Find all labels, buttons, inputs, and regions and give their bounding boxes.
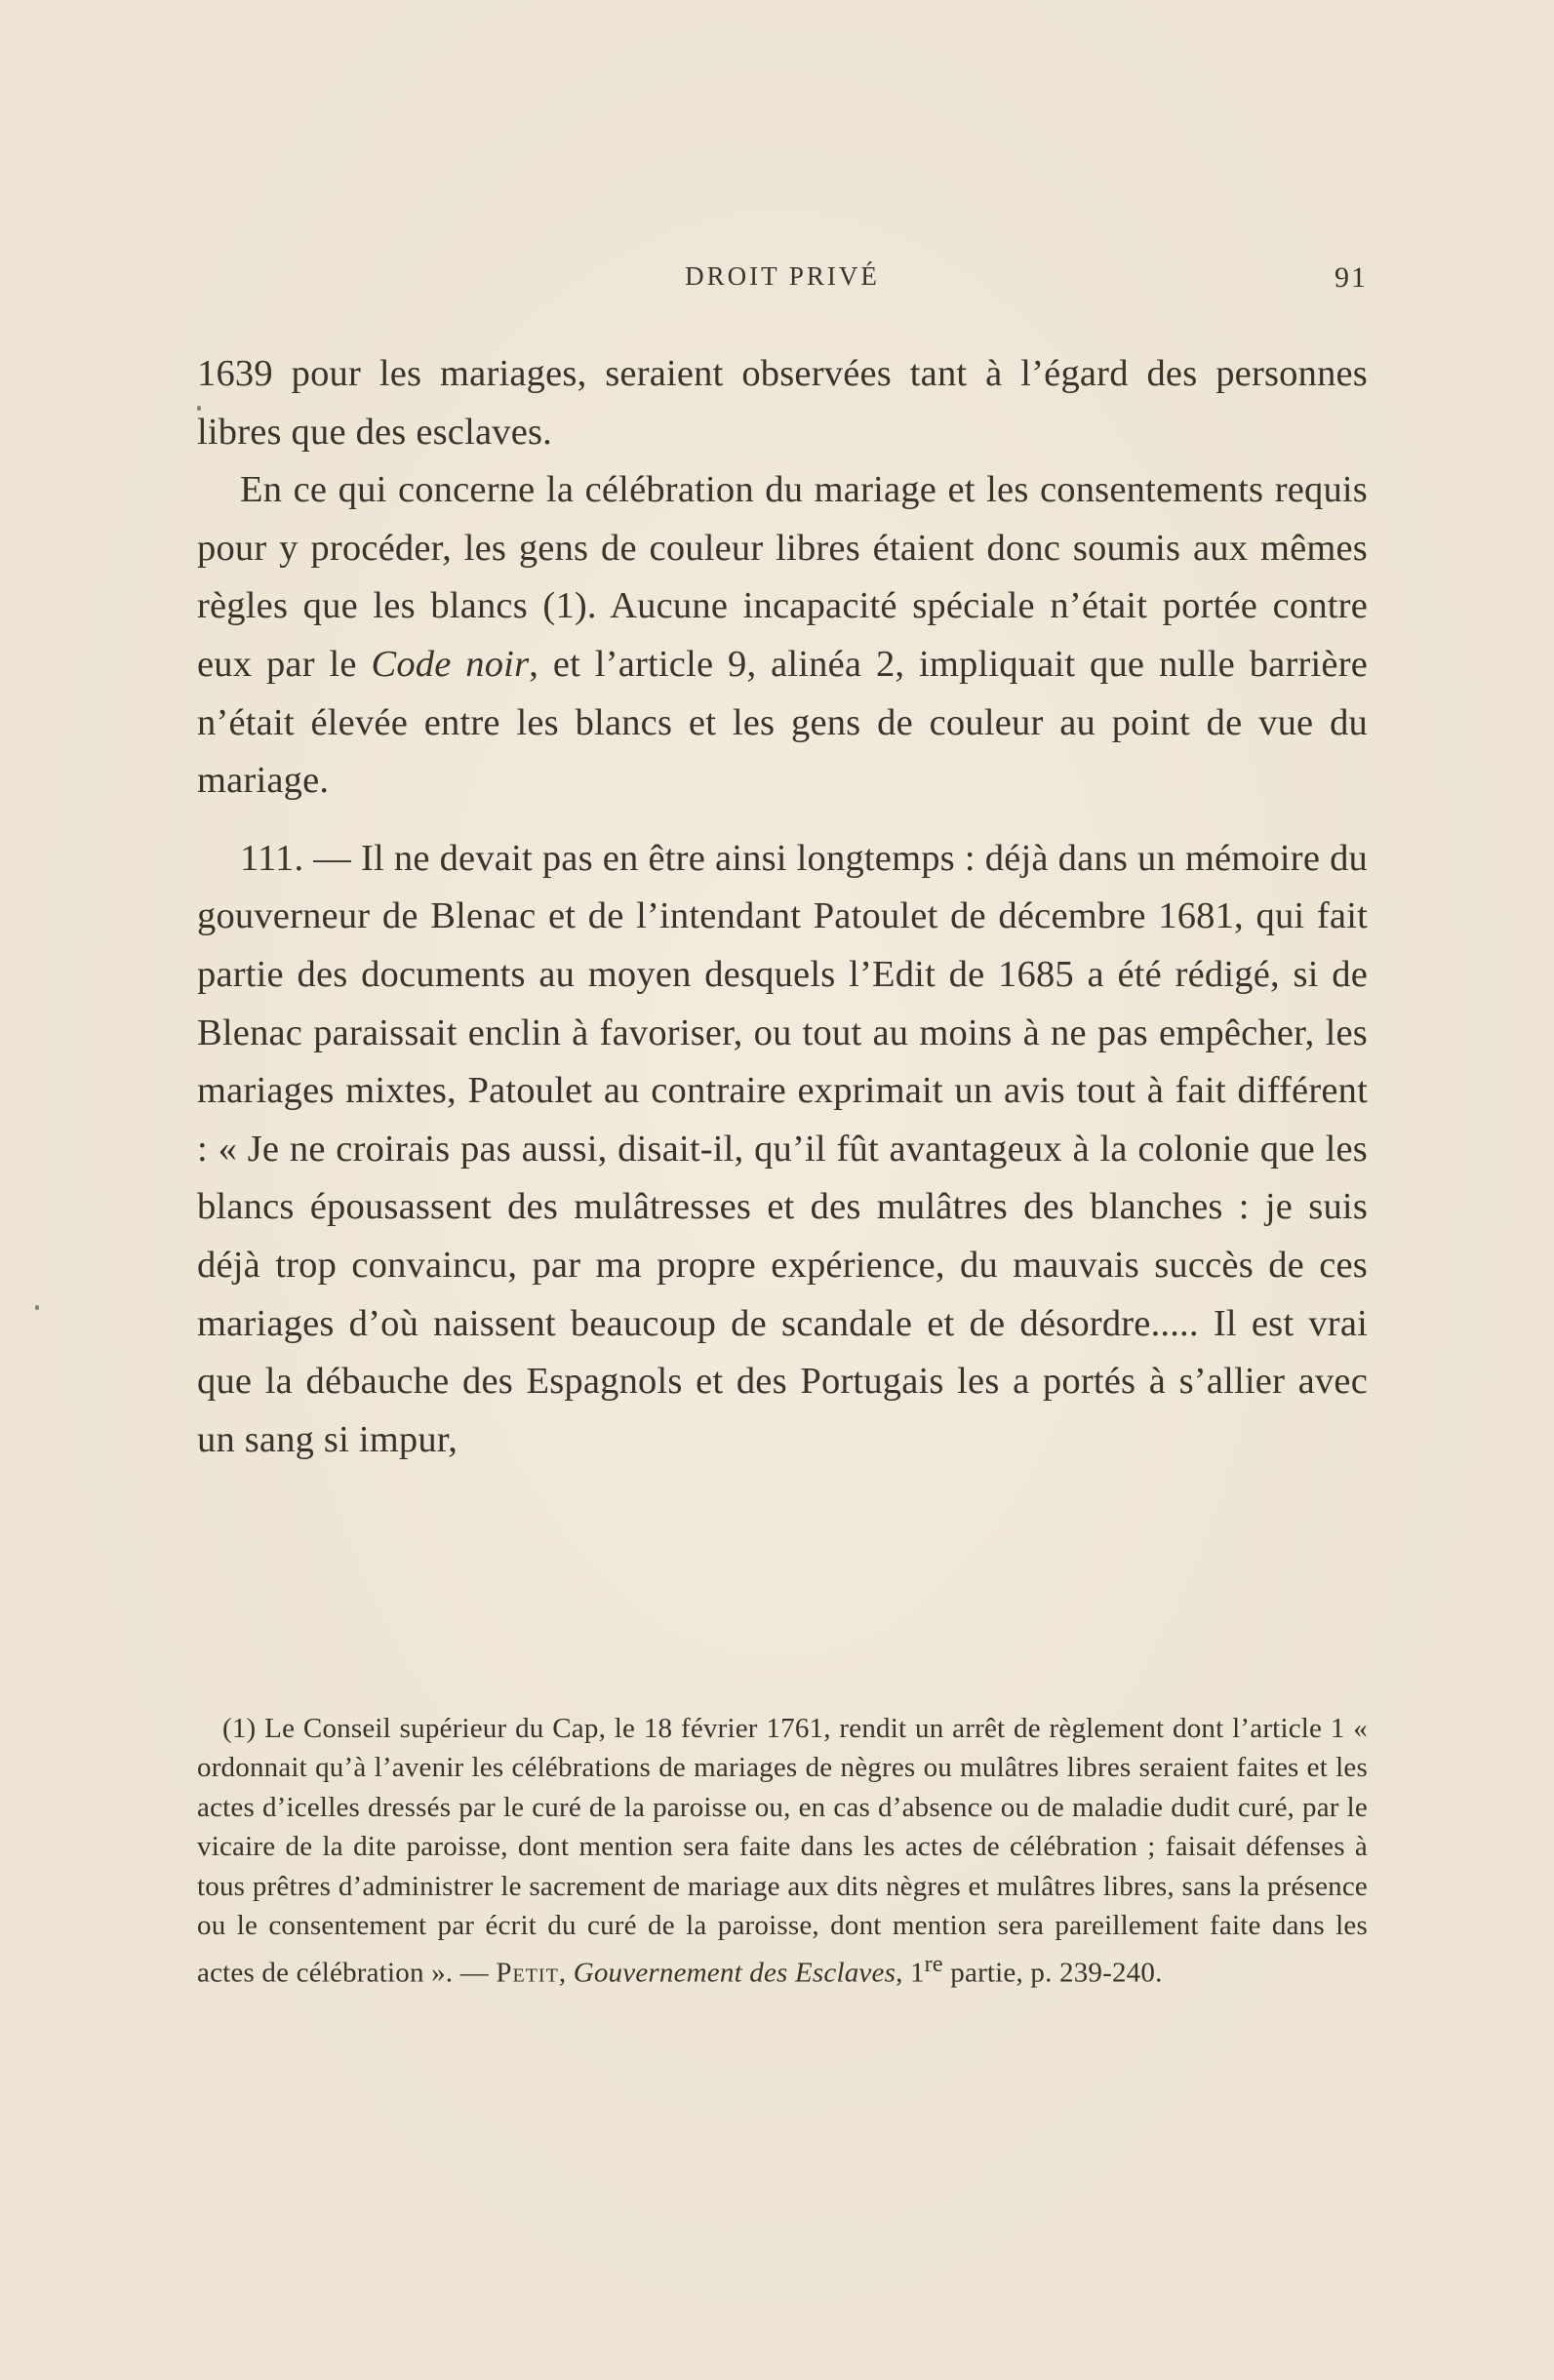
footnote-author: Petit	[496, 1958, 559, 1990]
paragraph-1: 1639 pour les mariages, seraient observées tant à l’égard des personnes libres que des esclaves.	[197, 353, 1368, 453]
footnote-1	[197, 1709, 1368, 1994]
paper-speck	[35, 1305, 39, 1310]
footnote-text: (1) Le Conseil supérieur du Cap, le 18 février 1761, rendit un arrêt de règlement dont l’article 1 « ordonnait qu’à l’avenir les célébrations de mariages de nègres ou mulâtres libres seraient faites et les actes d’icelles dressés par le curé de la paroisse ou, en cas d’absence ou de maladie dudit curé, par le vicaire de la dite paroisse, dont mention sera faite dans les actes de célébration ; faisait défenses à tous prêtres d’administrer le sacrement de mariage aux dits nègres et mulâtres libres, sans la présence ou le consentement par écrit du curé de la paroisse, dont mention sera pareillement faite dans les actes de célébration ». —	[197, 1713, 1368, 1990]
footnote-part-prefix: , 1	[896, 1958, 925, 1990]
paragraph-2	[197, 461, 1368, 811]
footnote-work-title: Gouvernement des Esclaves	[573, 1958, 897, 1990]
footnote-separator: ,	[558, 1958, 574, 1990]
paragraph-2-part-1: En ce qui concerne la célébration du mariage et les consentements requis pour y procéder, les gens de couleur libres étaient donc soumis aux mêmes règles que les blancs (1). Aucune incapacité spéciale n’était portée contre eux par le	[197, 469, 1368, 685]
code-noir-italic: Code noir	[371, 643, 530, 685]
footnote-part-sup: re	[924, 1951, 943, 1978]
footnote	[197, 1709, 1368, 1994]
paragraph-2-part-2: , et l’article 9, alinéa 2, impliquait que nulle barrière n’était élevée entre les blancs et les gens de couleur au point de vue du mariage.	[197, 643, 1369, 802]
footnote-part-suffix: partie, p. 239-240.	[942, 1958, 1163, 1990]
paragraph-111: 111. — Il ne devait pas en être ainsi longtemps : déjà dans un mémoire du gouverneur de Blenac et de l’intendant Patoulet de décembre 1681, qui fait partie des documents au moyen desquels l’Edit de 1685 a été rédigé, si de Blenac paraissait enclin à favoriser, ou tout au moins à ne pas empêcher, les mariages mixtes, Patoulet au contraire exprimait un avis tout à fait différent : « Je ne croirais pas aussi, disait-il, qu’il fût avantageux à la colonie que les blancs épousassent des mulâtresses et des mulâtres des blanches : je suis déjà trop convaincu, par ma propre expérience, du mauvais succès de ces mariages d’où naissent beaucoup de scandale et de désordre..... Il est vrai que la débauche des Espagnols et des Portugais les a portés à s’allier avec un sang si impur,	[197, 837, 1368, 1460]
running-head	[197, 261, 1368, 300]
running-title: DROIT PRIVÉ	[685, 261, 880, 291]
page-number: 91	[1335, 261, 1368, 294]
paper-speck	[197, 406, 201, 411]
body-text	[197, 345, 1368, 1469]
